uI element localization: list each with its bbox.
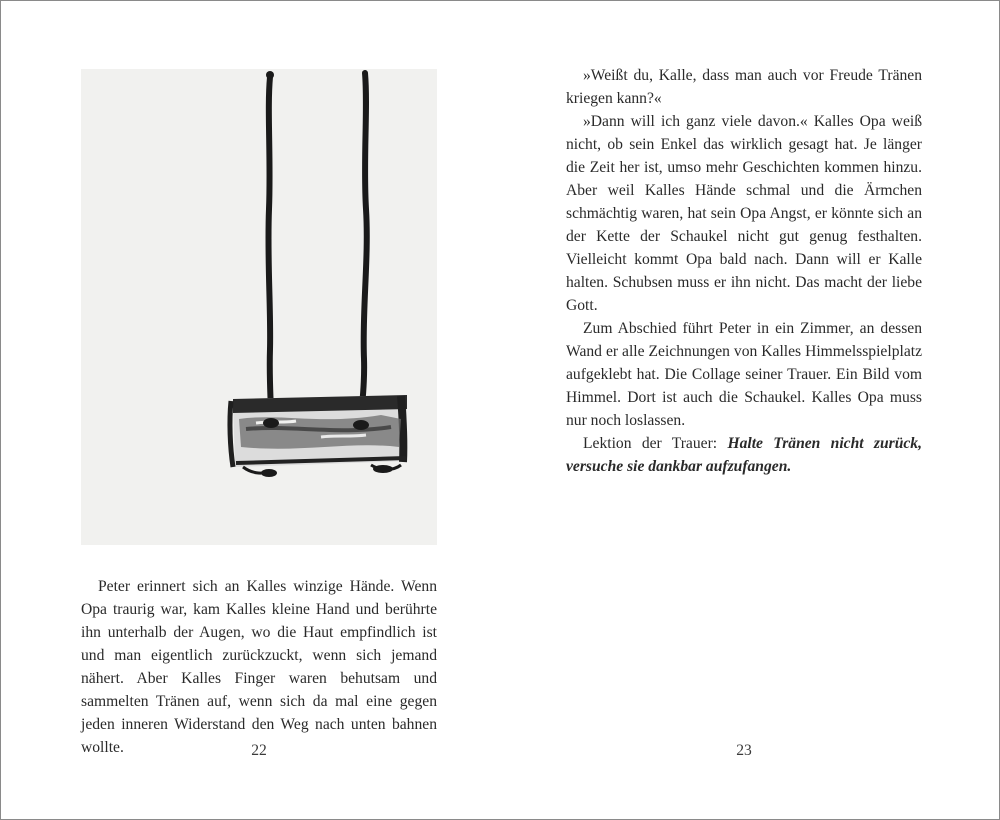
swing-ink-drawing-icon [81,69,437,545]
paragraph: »Dann will ich ganz viele davon.« Kalles Opa weiß nicht, ob sein Enkel das wirklich gesagt hat. Je länger die Zeit her ist, umso mehr Geschichten kommen hinzu. Aber weil Kalles Hände schmal und die Ärmchen schmächtig waren, hat sein Opa Angst, er könnte sich an der Kette der Schaukel nicht gut genug festhalten. Vielleicht kommt Opa bald nach. Dann will er Kalle halten. Schubsen muss er ihn nicht. Das macht der liebe Gott. [566,113,922,314]
page-number-right: 23 [736,742,752,759]
page-number-left: 22 [251,742,267,759]
right-page [500,1,999,819]
right-page-text [566,64,922,478]
swing-illustration [81,69,437,545]
lesson-text: Halte Tränen nicht zurück, versuche sie dankbar aufzufangen. [566,435,923,475]
lesson-paragraph [566,432,922,478]
paragraph: »Weißt du, Kalle, dass man auch vor Freude Tränen kriegen kann?« [566,67,922,107]
left-page [1,1,500,819]
left-page-text [81,575,437,759]
paragraph: Zum Abschied führt Peter in ein Zimmer, an dessen Wand er alle Zeichnungen von Kalles Himmelsspielplatz aufgeklebt hat. Die Collage seiner Trauer. Ein Bild vom Himmel. Dort ist auch die Schaukel. Kalles Opa muss nur noch loslassen. [566,320,922,429]
paragraph: Peter erinnert sich an Kalles winzige Hände. Wenn Opa traurig war, kam Kalles kleine Hand und berührte ihn unterhalb der Augen, wo die Haut empfindlich ist und man eigentlich zurückzuckt, wenn sich jemand nähert. Aber Kalles Finger waren behutsam und sammelten Tränen auf, wenn sich da mal eine gegen jeden inneren Widerstand den Weg nach unten bahnen wollte. [81,578,437,756]
lesson-label: Lektion der Trauer: [583,435,718,452]
